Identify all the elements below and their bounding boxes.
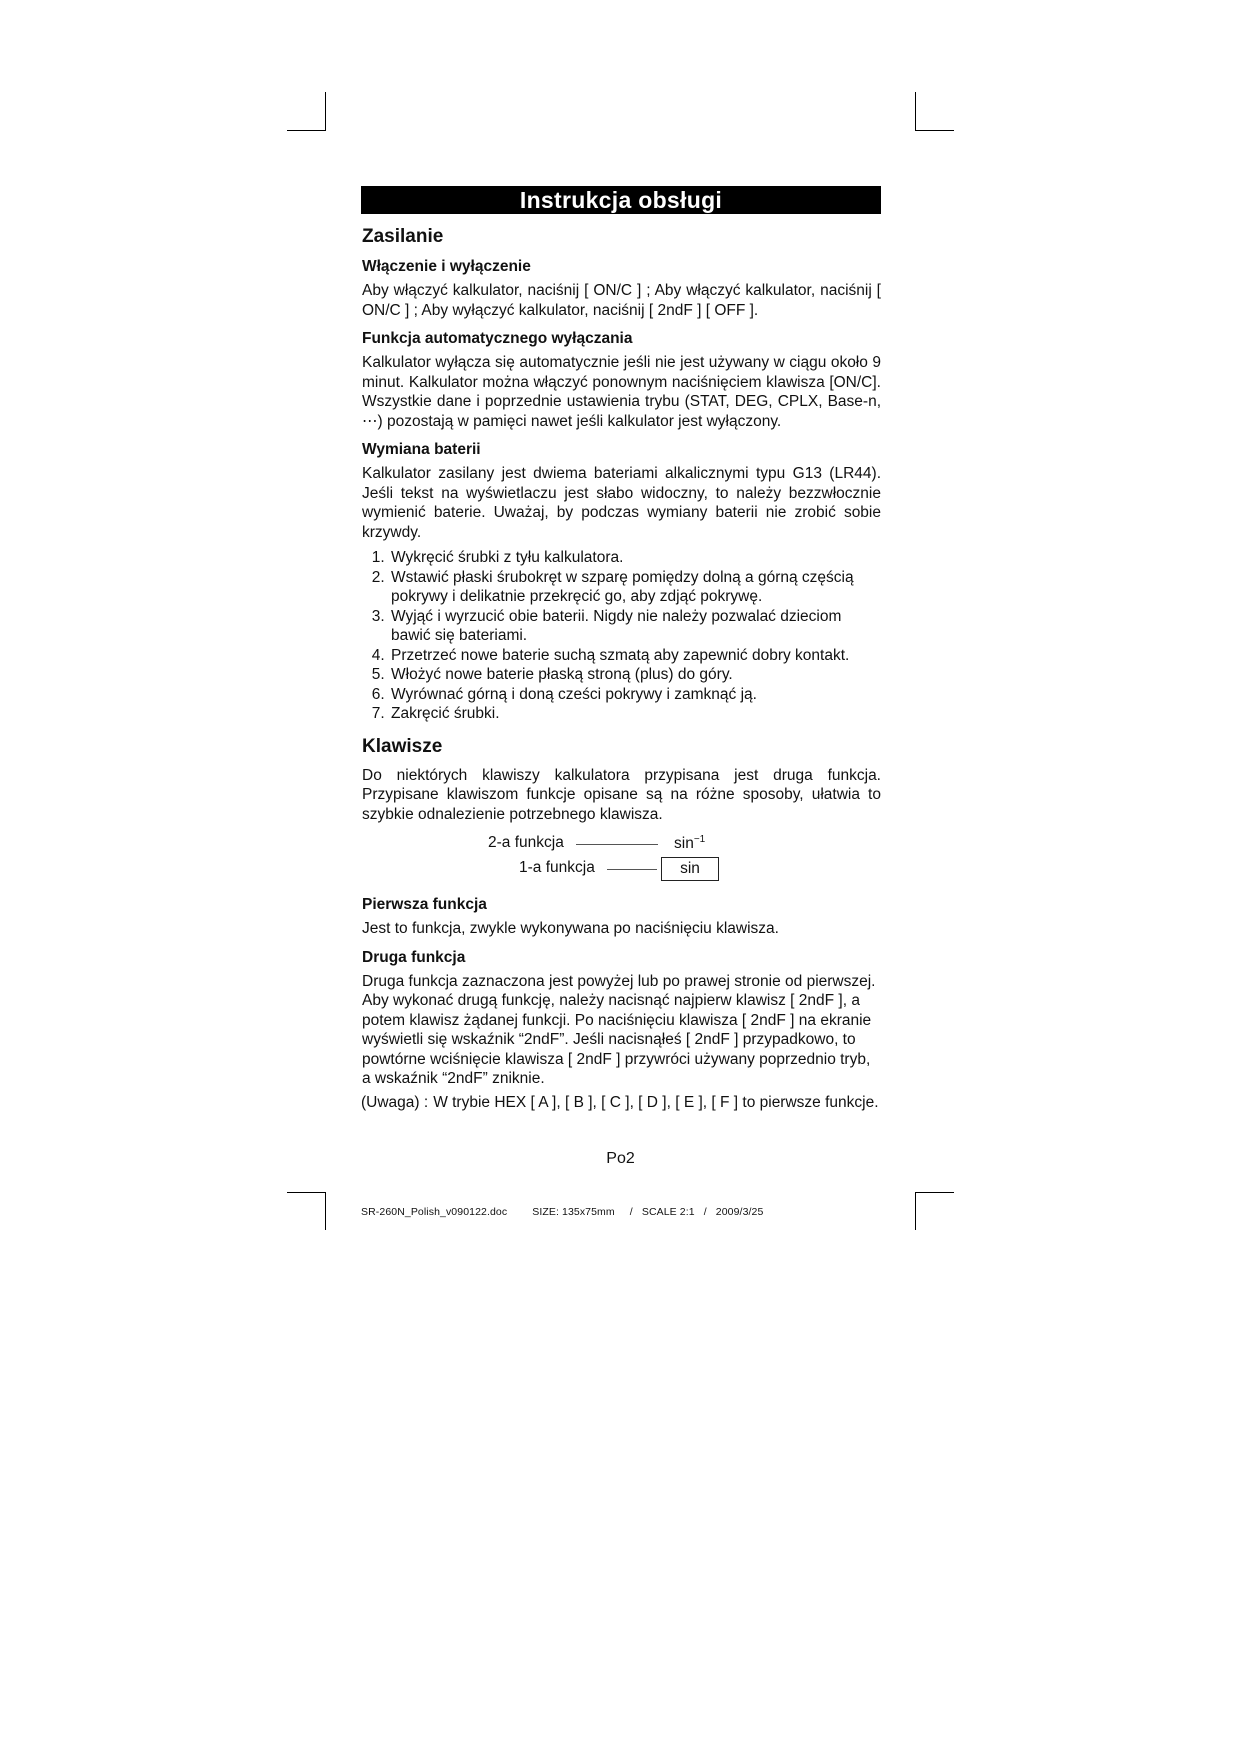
subheading-druga: Druga funkcja xyxy=(362,948,466,966)
footer-size: SIZE: 135x75mm xyxy=(532,1206,615,1218)
subheading-wlaczenie: Włączenie i wyłączenie xyxy=(362,258,531,275)
page-title: Instrukcja obsługi xyxy=(361,186,881,214)
footer-date: 2009/3/25 xyxy=(715,1206,764,1218)
paragraph-druga: Druga funkcja zaznaczona jest powyżej lub po prawej stronie od pierwszej. Aby wykonać drugą funkcję, należy nacisnąć najpierw klawisz [ 2ndF ], a potem klawisz żądanej funkcji. Po naciśnięciu klawisza [ 2ndF ] na ekranie wyświetli się wskaźnik “2ndF”. Jeśli nacisnąłeś [ 2ndF ] przypadkowo, to powtórne wciśnięcie klawisza [ 2ndF ] przywróci używany poprzednio tryb, a wskaźnik “2ndF” zniknie. xyxy=(362,972,876,1087)
crop-mark-bottom-left-v xyxy=(325,1192,326,1230)
manual-column xyxy=(361,186,881,1112)
note-block xyxy=(361,1093,881,1113)
paragraph-auto-off: Kalkulator wyłącza się automatycznie jeśli nie jest używany w ciągu około 9 minut. Kalkulator można włączyć ponownym naciśnięciem klawisza [ON/C]. Wszystkie dane i poprzednie ustawienia trybu (STAT, DEG, CPLX, Base-n, ⋯) pozostają w pamięci nawet jeśli kalkulator jest wyłączony. xyxy=(362,354,881,430)
crop-mark-top-left-h xyxy=(287,130,326,131)
paragraph-baterie: Kalkulator zasilany jest dwiema bateriami alkalicznymi typu G13 (LR44). Jeśli tekst na wyświetlaczu jest słabo widoczny, to należy bezzwłocznie wymienić baterie. Uważaj, by podczas wymiany baterii nie zrobić sobie krzywdy. xyxy=(362,465,881,541)
key-first-function-box: sin xyxy=(661,857,719,881)
list-item: 4. Przetrzeć nowe baterie suchą szmatą aby zapewnić dobry kontakt. xyxy=(389,646,881,666)
list-item: 3. Wyjąć i wyrzucić obie baterii. Nigdy nie należy pozwalać dzieciom bawić się bateriami. xyxy=(389,607,881,646)
crop-mark-top-right-v xyxy=(915,92,916,130)
section-heading-zasilanie: Zasilanie xyxy=(362,226,444,247)
leader-line-first xyxy=(607,869,657,870)
crop-mark-top-right-h xyxy=(915,130,954,131)
subheading-pierwsza: Pierwsza funkcja xyxy=(362,896,487,913)
footer-separator: / xyxy=(629,1206,633,1218)
section-heading-klawisze: Klawisze xyxy=(362,735,443,757)
key-function-diagram xyxy=(361,828,881,886)
crop-mark-top-left-v xyxy=(325,92,326,130)
key-second-function xyxy=(674,834,705,853)
subheading-auto-off: Funkcja automatycznego wyłączania xyxy=(362,330,633,347)
crop-mark-bottom-right-h xyxy=(915,1192,954,1193)
paragraph-pierwsza: Jest to funkcja, zwykle wykonywana po naciśnięciu klawisza. xyxy=(362,920,779,937)
label-first-function: 1-a funkcja xyxy=(519,859,595,876)
note-label: (Uwaga) : xyxy=(361,1093,429,1111)
paragraph-wlaczenie: Aby włączyć kalkulator, naciśnij [ ON/C ] ; Aby włączyć kalkulator, naciśnij [ ON/C ] ; Aby wyłączyć kalkulator, naciśnij [ 2ndF ] [ OFF ]. xyxy=(362,282,881,319)
footer-separator: / xyxy=(703,1206,707,1218)
superscript: −1 xyxy=(693,834,706,845)
list-item: 2. Wstawić płaski śrubokręt w szparę pomiędzy dolną a górną częścią pokrywy i delikatnie przekręcić go, aby zdjąć pokrywę. xyxy=(389,568,881,607)
list-item: 5. Włożyć nowe baterie płaską stroną (plus) do góry. xyxy=(389,665,881,685)
key-second-text: sin xyxy=(674,835,694,853)
page-number: Po2 xyxy=(606,1150,635,1167)
list-item: 1. Wykręcić śrubki z tyłu kalkulatora. xyxy=(389,548,881,568)
paragraph-klawisze: Do niektórych klawiszy kalkulatora przypisana jest druga funkcja. Przypisane klawiszom funkcje opisane są na różne sposoby, ułatwia to szybkie odnalezienie potrzebnego klawisza. xyxy=(362,766,881,823)
battery-steps-list xyxy=(361,548,881,724)
leader-line-second xyxy=(576,844,658,845)
note-text: W trybie HEX [ A ], [ B ], [ C ], [ D ], [ E ], [ F ] to pierwsze funkcje. xyxy=(433,1093,879,1111)
print-footer xyxy=(361,1206,769,1218)
subheading-baterie: Wymiana baterii xyxy=(362,441,481,458)
crop-mark-bottom-right-v xyxy=(915,1192,916,1230)
footer-file: SR-260N_Polish_v090122.doc xyxy=(361,1206,508,1218)
crop-mark-bottom-left-h xyxy=(287,1192,326,1193)
list-item: 7. Zakręcić śrubki. xyxy=(389,704,881,724)
list-item: 6. Wyrównać górną i doną cześci pokrywy i zamknąć ją. xyxy=(389,685,881,705)
label-second-function: 2-a funkcja xyxy=(488,834,564,851)
footer-scale: SCALE 2:1 xyxy=(641,1206,695,1218)
